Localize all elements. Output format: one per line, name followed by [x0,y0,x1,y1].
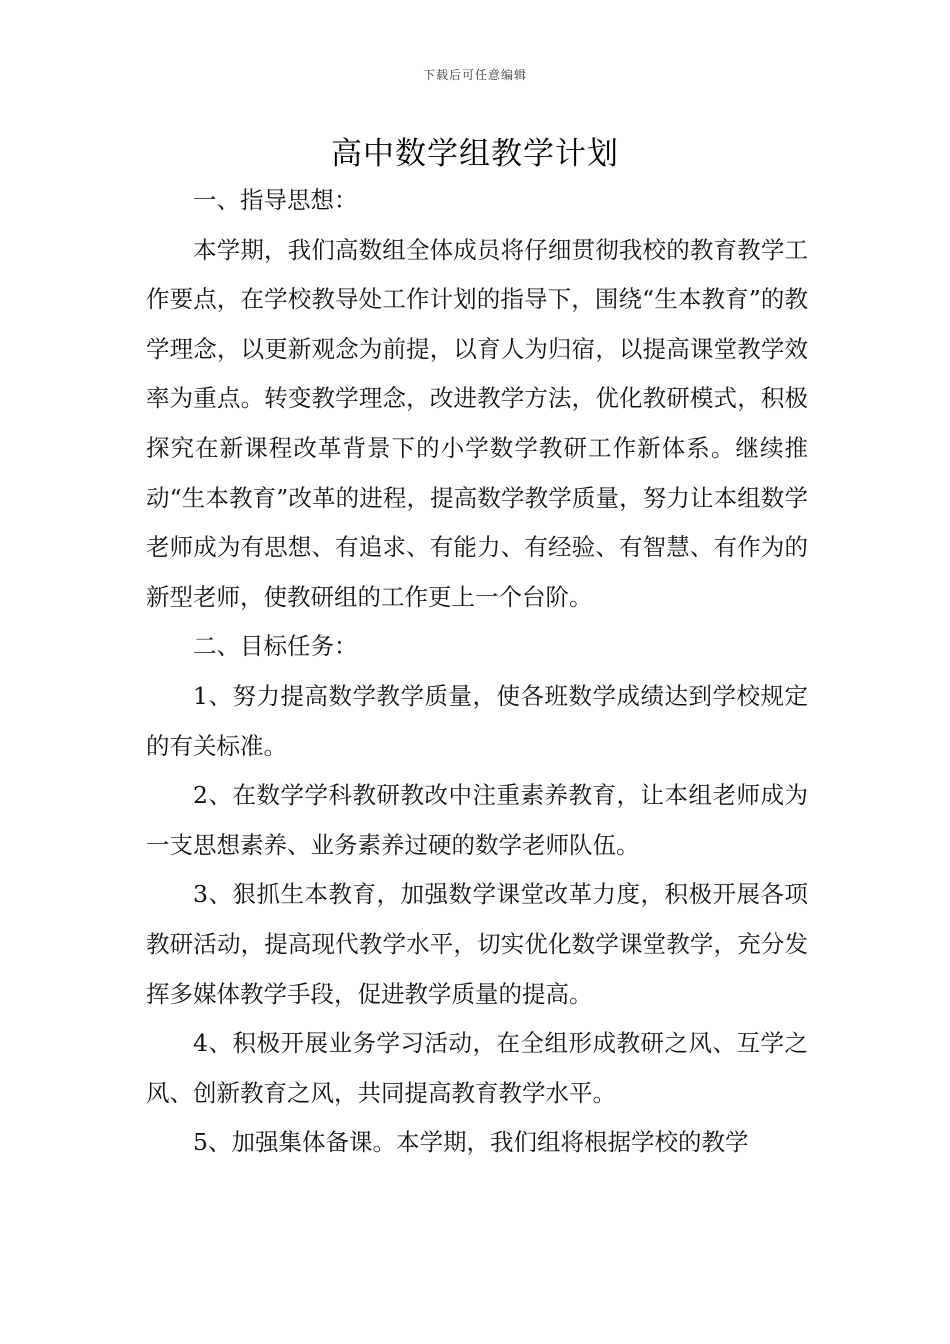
header-note: 下载后可任意编辑 [422,68,527,82]
goal-item-5: 5、加强集体备课。本学期，我们组将根据学校的教学 [193,1128,749,1157]
paragraph-guiding-ideology: 本学期，我们高数组全体成员将仔细贯彻我校的教育教学工作要点，在学校教导处工作计划的指导下，围绕“生本教育”的教学理念，以更新观念为前提，以育人为归宿，以提高课堂教学效率为重点。转变教学理念，改进教学方法，优化教研模式，积极探究在新课程改革背景下的小学数学教研工作新体系。继续推动“生本教育”改革的进程，提高数学教学质量，努力让本组数学老师成为有思想、有追求、有能力、有经验、有智慧、有作为的新型老师，使教研组的工作更上一个台阶。 [146,235,808,611]
document-title: 高中数学组教学计划 [331,136,619,172]
goal-item-2: 2、在数学学科教研教改中注重素养教育，让本组老师成为一支思想素养、业务素养过硬的数学老师队伍。 [146,781,808,859]
goal-item-1: 1、努力提高数学教学质量，使各班数学成绩达到学校规定的有关标准。 [146,681,808,760]
goal-item-4: 4、积极开展业务学习活动，在全组形成教研之风、互学之风、创新教育之风，共同提高教育教学水平。 [146,1029,808,1107]
goal-item-3: 3、狠抓生本教育，加强数学课堂改革力度，积极开展各项教研活动，提高现代教学水平，切实优化数学课堂教学，充分发挥多媒体教学手段，促进教学质量的提高。 [146,880,808,1008]
section-heading-goals: 二、目标任务： [193,632,358,661]
document-body [146,176,808,1168]
section-heading-guiding-ideology: 一、指导思想： [193,186,358,214]
